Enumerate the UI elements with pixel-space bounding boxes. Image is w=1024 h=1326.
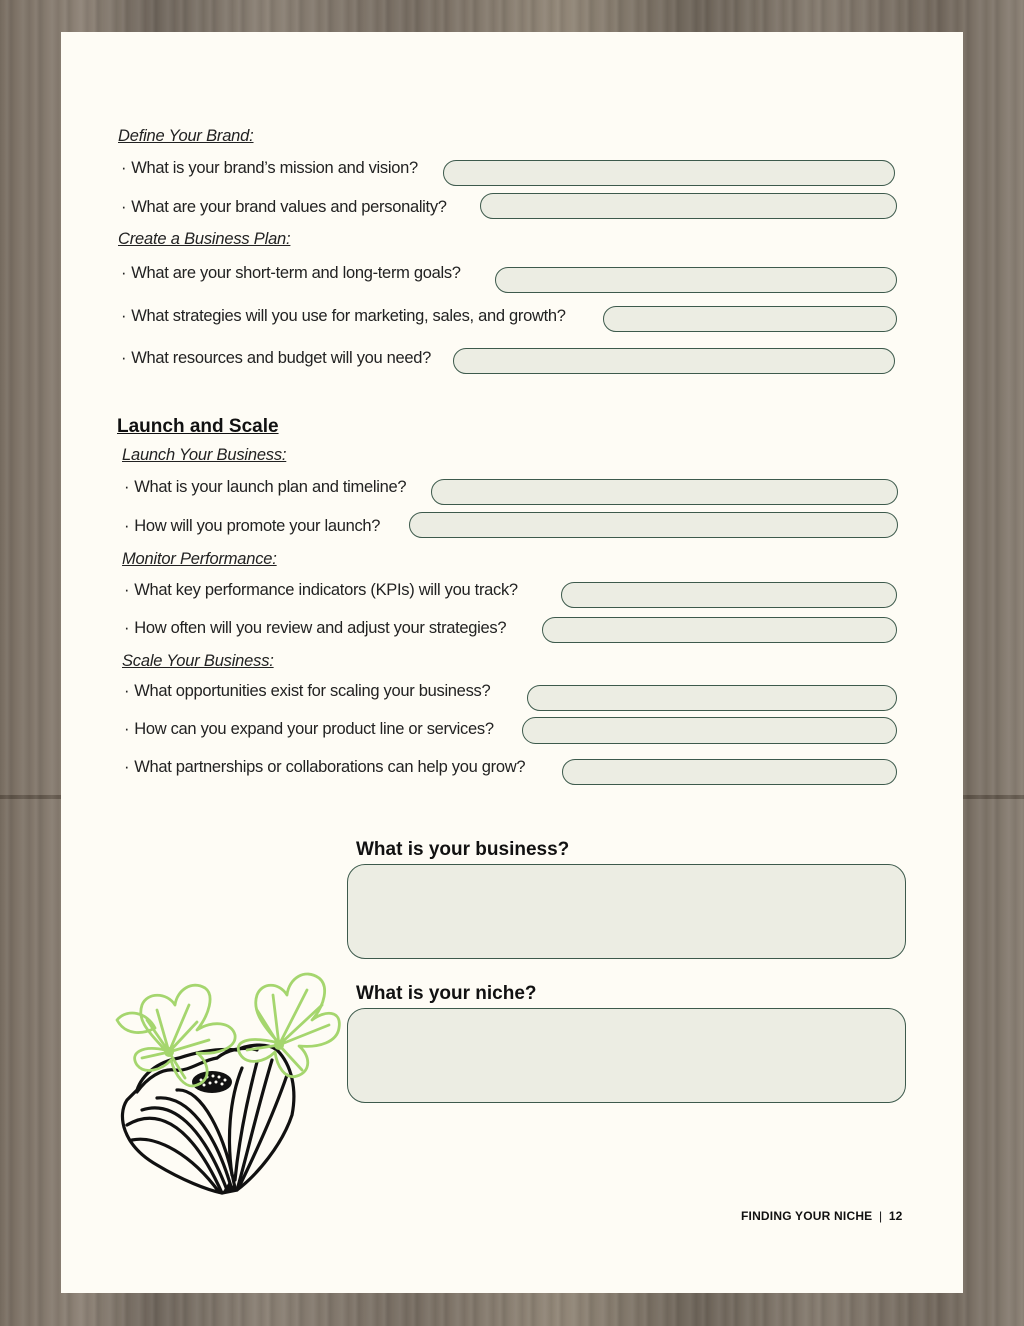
question-label: · What is your launch plan and timeline? [124,478,407,496]
question-label: · How will you promote your launch? [124,517,381,535]
business-question-title: What is your business? [356,839,570,860]
niche-question-title: What is your niche? [356,983,537,1004]
footer-title: FINDING YOUR NICHE [741,1209,873,1223]
expand-product-line-input[interactable] [522,717,897,744]
page-footer [741,1209,903,1223]
subheading-launch-business: Launch Your Business: [122,446,287,464]
flower-illustration-icon [97,950,342,1198]
launch-plan-input[interactable] [431,479,898,505]
subheading-business-plan: Create a Business Plan: [118,230,291,248]
subheading-scale-business: Scale Your Business: [122,652,274,670]
question-label: · What are your brand values and personality? [121,198,447,216]
question-label: · What partnerships or collaborations can help you grow? [124,758,526,776]
brand-values-input[interactable] [480,193,897,219]
question-label: · How often will you review and adjust your strategies? [124,619,507,637]
page-number: 12 [888,1209,903,1223]
review-strategies-input[interactable] [542,617,897,643]
question-label: · What are your short-term and long-term goals? [121,264,461,282]
goals-input[interactable] [495,267,897,293]
subheading-monitor-performance: Monitor Performance: [122,550,277,568]
worksheet-page [61,32,963,1293]
niche-textarea[interactable] [347,1008,906,1103]
footer-separator: | [878,1209,883,1223]
question-label: · What strategies will you use for marketing, sales, and growth? [121,307,566,325]
resources-budget-input[interactable] [453,348,895,374]
scaling-opportunities-input[interactable] [527,685,897,711]
promote-launch-input[interactable] [409,512,898,538]
question-label: · What resources and budget will you need? [121,349,432,367]
question-label: · How can you expand your product line or services? [124,720,494,738]
partnerships-input[interactable] [562,759,897,785]
question-label: · What is your brand’s mission and vision? [121,159,418,177]
business-textarea[interactable] [347,864,906,959]
brand-mission-input[interactable] [443,160,895,186]
kpis-input[interactable] [561,582,897,608]
section-title-launch-scale: Launch and Scale [117,416,279,437]
question-label: · What key performance indicators (KPIs) will you track? [124,581,518,599]
question-label: · What opportunities exist for scaling your business? [124,682,491,700]
subheading-define-brand: Define Your Brand: [118,127,254,145]
strategies-input[interactable] [603,306,897,332]
